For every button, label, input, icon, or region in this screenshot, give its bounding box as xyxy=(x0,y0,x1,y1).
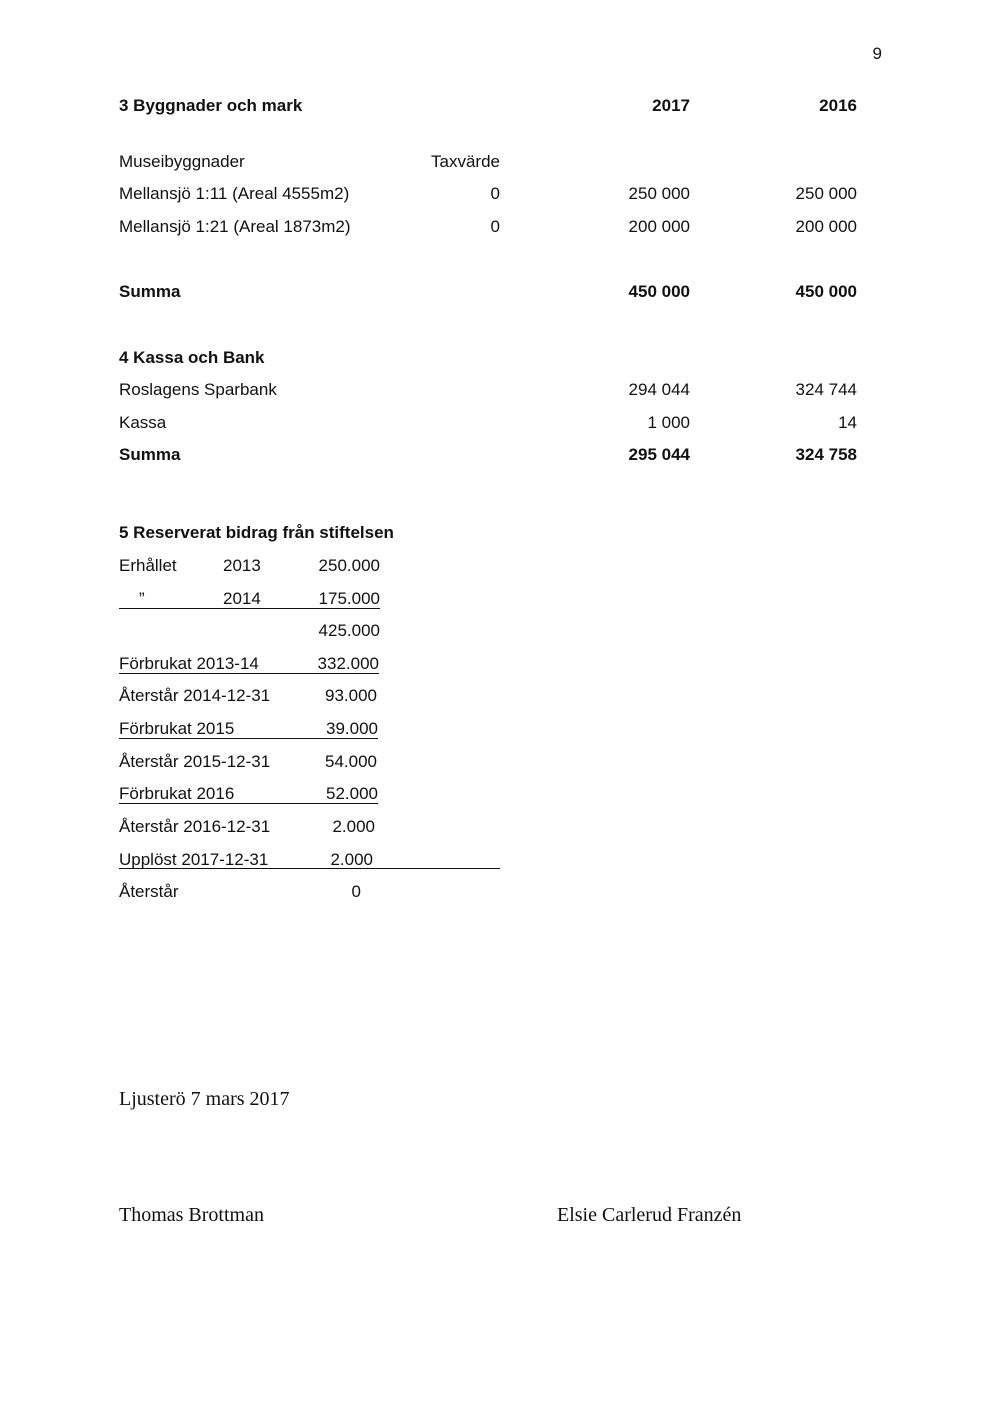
signatory-name: Elsie Carlerud Franzén xyxy=(557,1204,742,1226)
item-label: Återstår 2015-12-31 xyxy=(119,752,271,771)
item-amount: 250.000 xyxy=(318,556,380,575)
row-label: Mellansjö 1:21 (Areal 1873m2) xyxy=(119,217,351,236)
item-label: Återstår 2014-12-31 xyxy=(119,686,271,705)
section-heading: 5 Reserverat bidrag från stiftelsen xyxy=(119,523,394,542)
sum-2017: 450 000 xyxy=(628,282,690,301)
section-heading: 4 Kassa och Bank xyxy=(119,348,265,367)
underline-rule xyxy=(119,738,378,739)
item-label: Återstår 2016-12-31 xyxy=(119,817,271,836)
signatory-name: Thomas Brottman xyxy=(119,1204,264,1226)
item-label: Förbrukat 2016 xyxy=(119,784,235,803)
value-2016: 324 744 xyxy=(795,380,857,399)
row-label: Roslagens Sparbank xyxy=(119,380,277,399)
value-2017: 250 000 xyxy=(628,184,690,203)
item-amount: 175.000 xyxy=(318,589,380,608)
item-amount: 332.000 xyxy=(317,654,379,673)
item-amount: 2.000 xyxy=(330,850,373,869)
item-amount: 52.000 xyxy=(326,784,378,803)
item-amount: 93.000 xyxy=(325,686,377,705)
row-label: Mellansjö 1:11 (Areal 4555m2) xyxy=(119,184,350,203)
section-heading: 3 Byggnader och mark xyxy=(119,96,303,115)
sum-2017: 295 044 xyxy=(628,445,690,464)
tax-value: 0 xyxy=(490,184,500,203)
item-label: Upplöst 2017-12-31 xyxy=(119,850,269,869)
column-header-2017: 2017 xyxy=(652,96,690,115)
subheading-museum-buildings: Museibyggnader xyxy=(119,152,245,171)
subtotal-amount: 425.000 xyxy=(318,621,380,640)
column-header-2016: 2016 xyxy=(819,96,857,115)
item-label: Erhållet xyxy=(119,556,177,575)
page-number: 9 xyxy=(872,44,882,63)
item-amount: 39.000 xyxy=(326,719,378,738)
item-amount: 0 xyxy=(351,882,361,901)
item-amount: 54.000 xyxy=(325,752,377,771)
row-label: Kassa xyxy=(119,413,167,432)
underline-rule xyxy=(119,608,380,609)
value-2016: 14 xyxy=(838,413,857,432)
sum-2016: 324 758 xyxy=(795,445,857,464)
value-2016: 250 000 xyxy=(795,184,857,203)
item-label: Förbrukat 2015 xyxy=(119,719,235,738)
item-label: Återstår xyxy=(119,882,179,901)
ditto-mark: ” xyxy=(139,589,145,608)
underline-rule xyxy=(119,868,500,869)
place-and-date: Ljusterö 7 mars 2017 xyxy=(119,1088,290,1110)
value-2017: 200 000 xyxy=(628,217,690,236)
value-2016: 200 000 xyxy=(795,217,857,236)
item-amount: 2.000 xyxy=(332,817,375,836)
item-year: 2014 xyxy=(223,589,261,608)
column-header-tax-value: Taxvärde xyxy=(431,152,500,171)
value-2017: 294 044 xyxy=(628,380,690,399)
sum-label: Summa xyxy=(119,282,181,301)
value-2017: 1 000 xyxy=(647,413,690,432)
item-year: 2013 xyxy=(223,556,261,575)
underline-rule xyxy=(119,803,378,804)
sum-2016: 450 000 xyxy=(795,282,857,301)
sum-label: Summa xyxy=(119,445,181,464)
underline-rule xyxy=(119,673,379,674)
tax-value: 0 xyxy=(490,217,500,236)
item-label: Förbrukat 2013-14 xyxy=(119,654,259,673)
